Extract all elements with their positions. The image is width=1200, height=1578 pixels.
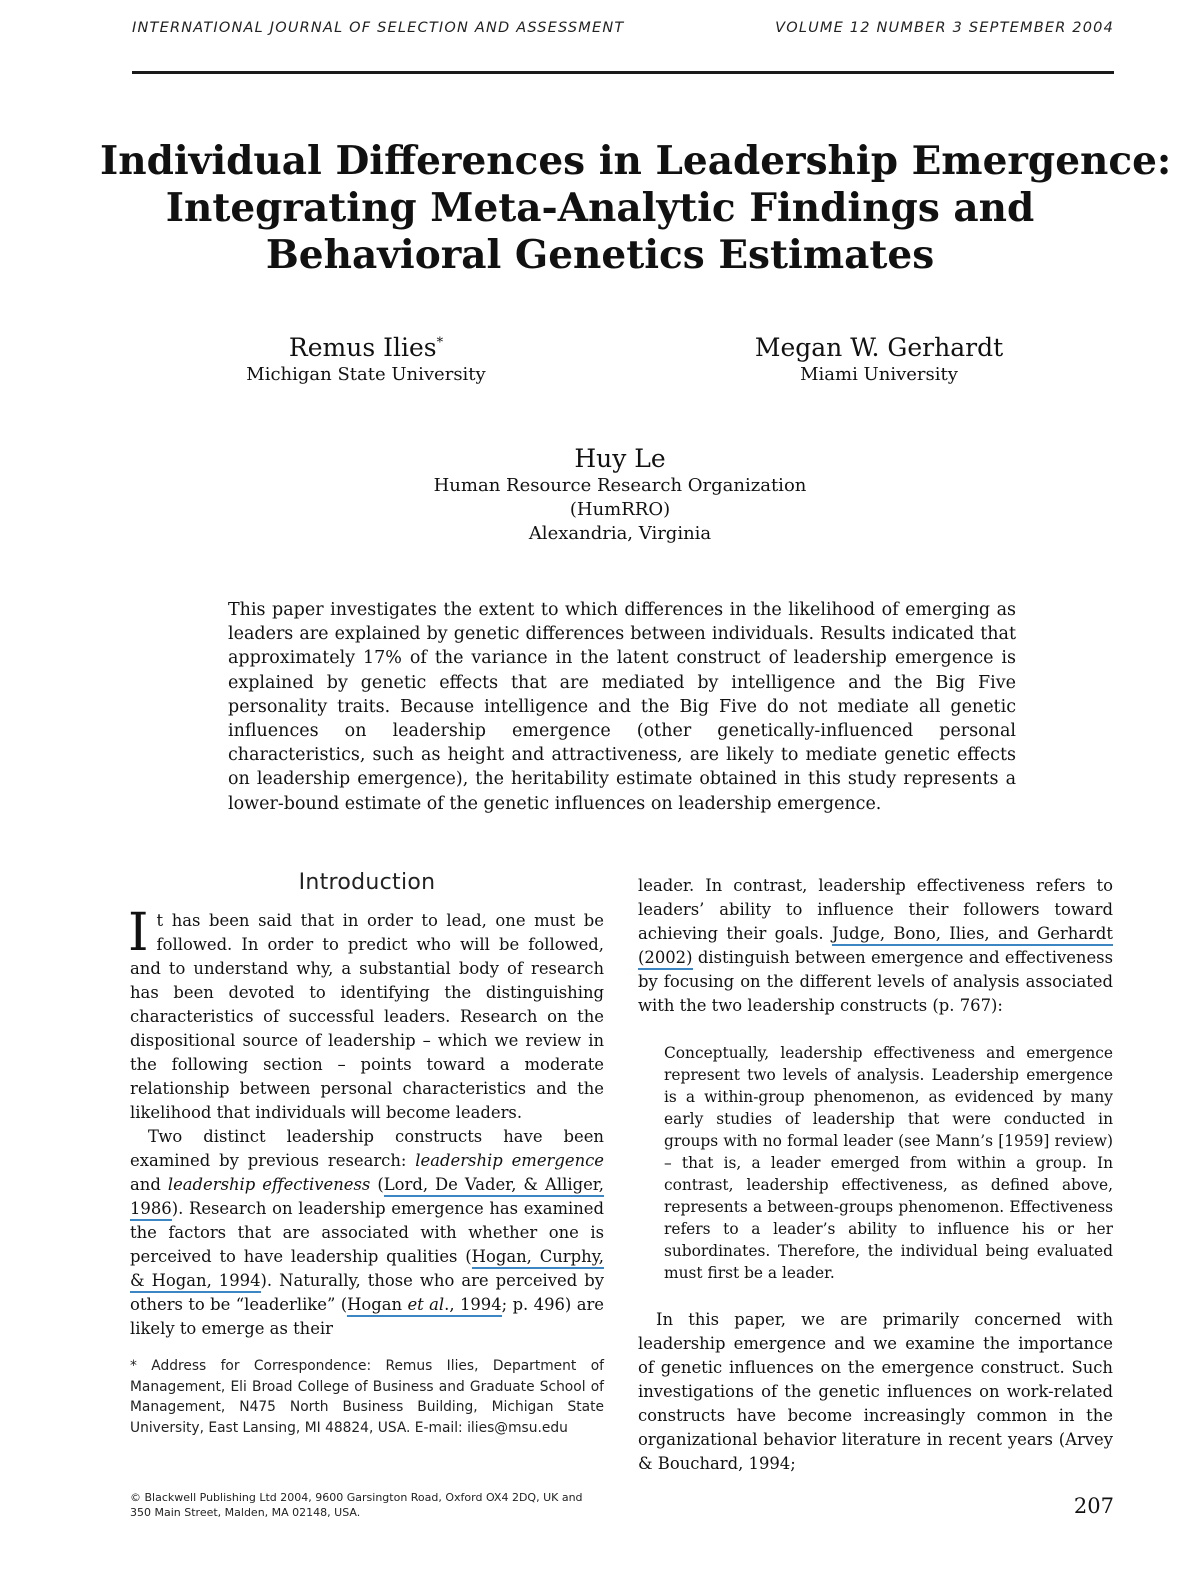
author-affiliation: Human Resource Research Organization (433, 475, 807, 496)
author-affiliation: Alexandria, Virginia (528, 523, 712, 544)
left-column (130, 870, 604, 1341)
term-emphasis: leadership emergence (415, 1151, 604, 1170)
citation-link[interactable]: Lord, De Vader, & Alliger, 1986 (130, 1175, 604, 1221)
correspondence-footnote: * Address for Correspondence: Remus Ilies, Department of Management, Eli Broad College of Business and Graduate School of Management, N475 North Business Building, Michigan State University, East Lansing, MI 48824, USA. E-mail: ilies@msu.edu (130, 1358, 604, 1436)
copyright-notice: © Blackwell Publishing Ltd 2004, 9600 Garsington Road, Oxford OX4 2DQ, UK and 350 Main Street, Malden, MA 02148, USA. (130, 1491, 583, 1519)
author-name: Megan W. Gerhardt (754, 333, 1004, 362)
author-name: Huy Le (574, 444, 666, 473)
body-paragraph: leader. In contrast, leadership effectiveness refers to leaders’ ability to influence their followers toward achieving their goals. Judge, Bono, Ilies, and Gerhardt (2002) distinguish between emergence and effectiveness by focusing on the different levels of analysis associated with the two leadership constructs (p. 767): (638, 876, 1114, 1015)
author-block (720, 333, 1038, 387)
term-emphasis: leadership effectiveness (167, 1175, 371, 1194)
body-paragraph: In this paper, we are primarily concerned with leadership emergence and we examine the importance of genetic influences on the emergence construct. Such investigations of the genetic influences on work-related constructs have become increasingly common in the organizational behavior literature in recent years (Arvey & Bouchard, 1994; (638, 1310, 1113, 1473)
title-line: Integrating Meta-Analytic Findings and (165, 184, 1035, 231)
author-block (196, 333, 536, 387)
author-affiliation: (HumRRO) (569, 499, 671, 520)
section-heading: Introduction (298, 870, 436, 895)
running-header-issue: VOLUME 12 NUMBER 3 SEPTEMBER 2004 (775, 20, 1114, 36)
author-affiliation: Miami University (800, 364, 958, 385)
author-block (360, 444, 880, 546)
intro-paragraph-2: Two distinct leadership constructs have been examined by previous research: leadership emergence and leadership effectiveness (Lord, De Vader, & Alliger, 1986). Research on leadership emergence has examined the factors that are associated with whether one is perceived to have leadership qualities (Hogan, Curphy, & Hogan, 1994). Naturally, those who are perceived by others to be “leaderlike” (Hogan et al., 1994; p. 496) are likely to emerge as their (130, 1127, 605, 1338)
abstract: This paper investigates the extent to which differences in the likelihood of emerging as leaders are explained by genetic differences between individuals. Results indicated that approximately 17% of the variance in the latent construct of leadership emergence is explained by genetic effects that are mediated by intelligence and the Big Five personality traits. Because intelligence and the Big Five do not mediate all genetic influences on leadership emergence (other genetically-influenced personal characteristics, such as height and attractiveness, are likely to mediate genetic effects on leadership emergence), the heritability estimate obtained in this study represents a lower-bound estimate of the genetic influences on leadership emergence. (228, 600, 1016, 814)
citation-link[interactable]: Hogan et al., 1994 (347, 1295, 502, 1317)
drop-cap: I (128, 903, 149, 963)
citation-link[interactable]: Judge, Bono, Ilies, and Gerhardt (2002) (638, 924, 1113, 970)
title-line: Individual Differences in Leadership Emergence: (100, 138, 1172, 184)
citation-link[interactable]: Hogan, Curphy, & Hogan, 1994 (130, 1247, 604, 1293)
title-line: Behavioral Genetics Estimates (265, 231, 935, 278)
intro-paragraph-1: It has been said that in order to lead, one must be followed. In order to predict who will be followed, and to understand why, a substantial body of research has been devoted to identifying the distinguishing characteristics of successful leaders. Research on the dispositional source of leadership – which we review in the following section – points toward a moderate relationship between personal characteristics and the likelihood that individuals will become leaders. (128, 903, 604, 1122)
correspondence-mark: * (436, 335, 444, 351)
article-title (100, 138, 1172, 278)
page-number: 207 (1073, 1494, 1114, 1518)
header-rule (132, 71, 1114, 74)
block-quote: Conceptually, leadership effectiveness and emergence represent two levels of analysis. Leadership emergence is a within-group phenomenon, as evidenced by many early studies of leadership that were conducted in groups with no formal leader (see Mann’s [1959] review) – that is, a leader emerged from within a group. In contrast, leadership effectiveness, as defined above, represents a between-groups phenomenon. Effectiveness refers to a leader’s ability to influence his or her subordinates. Therefore, the individual being evaluated must first be a leader. (664, 1044, 1113, 1282)
running-header-journal: INTERNATIONAL JOURNAL OF SELECTION AND ASSESSMENT (132, 20, 625, 36)
author-affiliation: Michigan State University (246, 364, 486, 385)
author-name: Remus Ilies (288, 333, 437, 362)
right-column (638, 874, 1113, 1476)
